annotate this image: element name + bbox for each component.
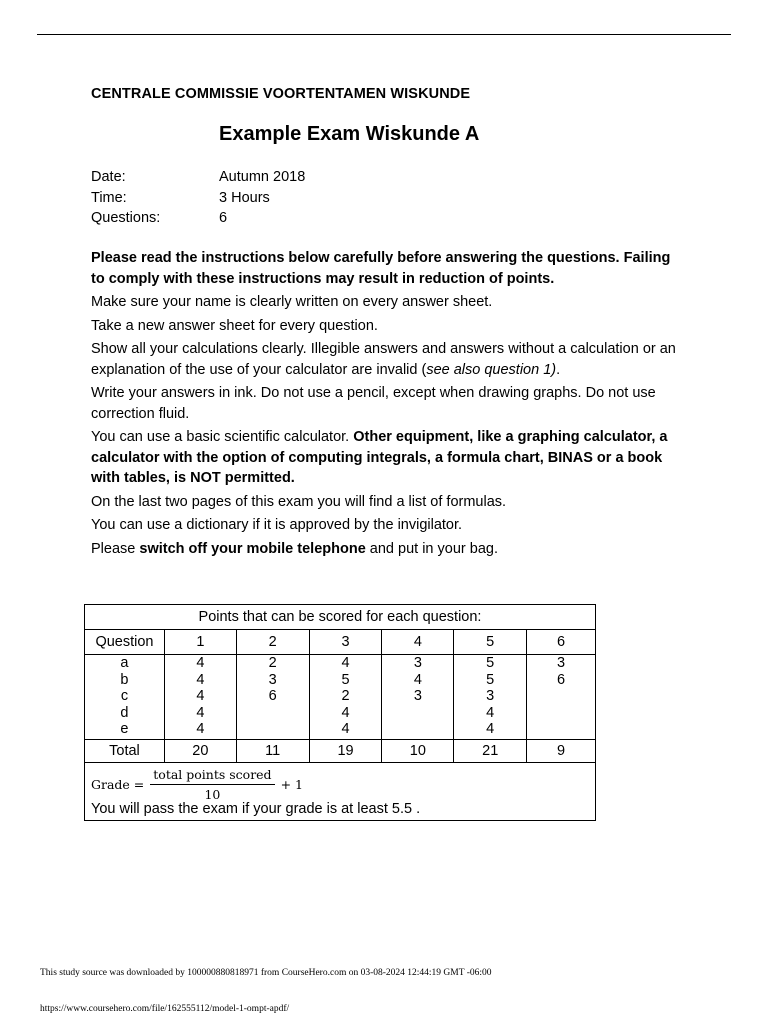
total-label: Total — [85, 740, 165, 763]
exam-meta — [91, 167, 305, 229]
point-value: 5 — [486, 671, 495, 688]
equipment-warning: Other equipment, like a graphing calculator, a calculator with the option of computing integrals, a formula chart, BINAS or a book with tables, is NOT permitted. — [91, 429, 668, 486]
point-value: 4 — [196, 704, 205, 721]
total-cell: 10 — [382, 740, 454, 763]
points-table-total-row — [85, 740, 596, 763]
instruction-dictionary: You can use a dictionary if it is approved by the invigilator. — [91, 517, 463, 533]
part-label: a — [120, 655, 129, 671]
point-value: 3 — [413, 688, 422, 704]
grade-numerator: total points scored — [150, 767, 274, 785]
points-cell — [527, 655, 596, 740]
text: You can use a basic scientific calculator. — [91, 429, 354, 445]
point-value: 4 — [196, 671, 205, 688]
grade-cell — [85, 763, 596, 821]
instruction-new-sheet: Take a new answer sheet for every question. — [91, 317, 378, 334]
top-rule — [37, 34, 731, 35]
part-label: c — [120, 688, 129, 704]
point-value: 2 — [341, 688, 350, 704]
pass-condition: You will pass the exam if your grade is at least 5.5 . — [91, 801, 421, 817]
point-value: 4 — [341, 655, 350, 671]
point-value: 3 — [413, 655, 422, 671]
points-table-grade-row — [85, 763, 596, 821]
text: and put in your bag. — [365, 540, 498, 557]
meta-value: Autumn 2018 — [219, 169, 306, 185]
header-cell: 5 — [454, 630, 527, 655]
point-value: 4 — [486, 704, 495, 721]
header-cell: 4 — [382, 630, 454, 655]
meta-label: Questions: — [91, 210, 161, 226]
meta-value: 3 Hours — [219, 189, 270, 206]
instruction-formulas: On the last two pages of this exam you will find a list of formulas. — [91, 493, 507, 510]
total-cell: 11 — [236, 740, 309, 763]
points-table-values-row — [85, 655, 596, 740]
meta-time — [91, 188, 305, 209]
part-label: d — [120, 704, 129, 721]
header-cell: 2 — [236, 630, 309, 655]
phone-warning: switch off your mobile telephone — [139, 540, 366, 557]
part-label: b — [120, 671, 129, 688]
point-value: 4 — [341, 704, 350, 721]
point-value: 5 — [341, 671, 350, 688]
instruction-calculations — [91, 339, 681, 380]
header-cell: Question — [85, 630, 165, 655]
instruction-phone — [91, 539, 681, 560]
text: . — [556, 361, 561, 378]
points-cell — [454, 655, 527, 740]
point-value: 3 — [486, 688, 495, 704]
instruction-name: Make sure your name is clearly written on every answer sheet. — [91, 294, 493, 310]
total-cell: 9 — [527, 740, 596, 763]
grade-formula — [91, 767, 589, 801]
total-cell: 19 — [309, 740, 382, 763]
text: Please — [91, 540, 140, 557]
instruction-ink: Write your answers in ink. Do not use a pencil, except when drawing graphs. Do not use correction fluid. — [91, 385, 656, 422]
points-table-caption: Points that can be scored for each question: — [85, 605, 596, 630]
grade-lhs: Grade = — [91, 776, 145, 792]
point-value: 4 — [196, 688, 205, 704]
total-cell: 21 — [454, 740, 527, 763]
source-url[interactable]: https://www.coursehero.com/file/162555112/model-1-ompt-apdf/ — [40, 1004, 290, 1014]
grade-denominator: 10 — [204, 786, 221, 802]
meta-label: Date: — [91, 169, 126, 185]
organization-heading: CENTRALE COMMISSIE VOORTENTAMEN WISKUNDE — [91, 86, 471, 102]
point-value: 4 — [196, 721, 205, 737]
meta-value: 6 — [219, 210, 228, 226]
instruction-equipment — [91, 427, 681, 489]
point-value: 6 — [557, 671, 566, 688]
meta-questions — [91, 208, 305, 229]
point-value: 4 — [196, 655, 205, 671]
header-cell: 3 — [309, 630, 382, 655]
points-cell — [382, 655, 454, 740]
points-cell — [309, 655, 382, 740]
points-table — [84, 604, 596, 821]
grade-fraction — [150, 767, 274, 802]
part-label: e — [120, 721, 129, 737]
total-cell: 20 — [164, 740, 236, 763]
see-also-text: see also question 1) — [426, 361, 557, 378]
point-value: 5 — [486, 655, 495, 671]
point-value: 4 — [341, 721, 350, 737]
point-value: 6 — [268, 688, 277, 704]
text: Show all your calculations clearly. Illegible answers and answers without a calculation or an explanation of the use of your calculator are invalid ( — [91, 341, 676, 378]
header-cell: 6 — [527, 630, 596, 655]
download-notice: This study source was downloaded by 100000880818971 from CourseHero.com on 03-08-2024 12:44:19 GMT -06:00 — [40, 968, 492, 978]
page-title: Example Exam Wiskunde A — [219, 123, 480, 145]
points-cell — [236, 655, 309, 740]
instruction-warning: Please read the instructions below carefully before answering the questions. Failing to comply with these instructions may result in reduction of points. — [91, 250, 671, 287]
points-cell — [164, 655, 236, 740]
grade-rhs: + 1 — [280, 776, 303, 792]
instructions — [91, 248, 681, 562]
header-cell: 1 — [164, 630, 236, 655]
parts-cell — [85, 655, 165, 740]
points-table-caption-row — [85, 605, 596, 630]
point-value: 4 — [486, 721, 495, 737]
point-value: 4 — [413, 671, 422, 688]
point-value: 3 — [557, 655, 566, 671]
meta-date — [91, 167, 305, 188]
point-value: 2 — [268, 655, 277, 671]
meta-label: Time: — [91, 189, 127, 206]
point-value: 3 — [268, 671, 277, 688]
points-table-header-row — [85, 630, 596, 655]
